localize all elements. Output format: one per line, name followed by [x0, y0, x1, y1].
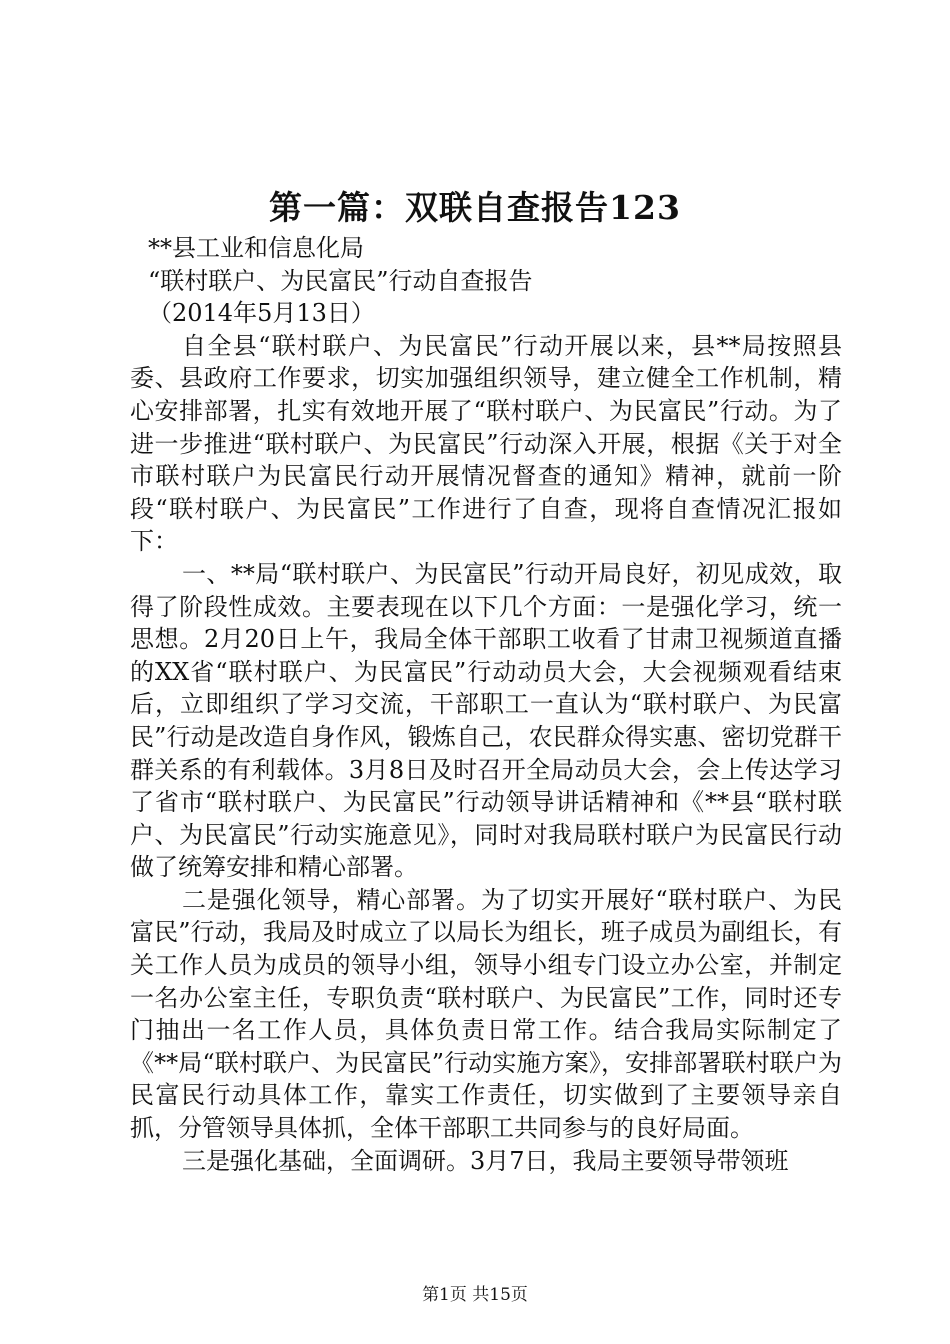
paragraph: 自全县“联村联户、为民富民”行动开展以来，县**局按照县委、县政府工作要求，切实加强组织领导，建立健全工作机制，精心安排部署，扎实有效地开展了“联村联户、为民富民”行动。为了进一步推进“联村联户、为民富民”行动深入开展，根据《关于对全市联村联户为民富民行动开展情况督查的通知》精神，就前一阶段“联村联户、为民富民”工作进行了自查，现将自查情况汇报如下：	[130, 331, 842, 556]
report-date: （2014年5月13日）	[148, 299, 375, 328]
paragraph: 三是强化基础，全面调研。3月7日，我局主要领导带领班	[182, 1146, 789, 1175]
document-title: 第一篇：双联自查报告123	[269, 188, 681, 227]
document-body	[130, 232, 842, 1177]
paragraph: 二是强化领导，精心部署。为了切实开展好“联村联户、为民富民”行动，我局及时成立了以局长为组长，班子成员为副组长，有关工作人员为成员的领导小组，领导小组专门设立办公室，并制定一名办公室主任，专职负责“联村联户、为民富民”工作，同时还专门抽出一名工作人员，具体负责日常工作。结合我局实际制定了《**局“联村联户、为民富民”行动实施方案》，安排部署联村联户为民富民行动具体工作，靠实工作责任，切实做到了主要领导亲自抓，分管领导具体抓，全体干部职工共同参与的良好局面。	[130, 885, 842, 1143]
paragraph: 一、**局“联村联户、为民富民”行动开局良好，初见成效，取得了阶段性成效。主要表现在以下几个方面：一是强化学习，统一思想。2月20日上午，我局全体干部职工收看了甘肃卫视频道直播的XX省“联村联户、为民富民”行动动员大会，大会视频观看结束后，立即组织了学习交流，干部职工一直认为“联村联户、为民富民”行动是改造自身作风，锻炼自己，农民群众得实惠、密切党群干群关系的有利载体。3月8日及时召开全局动员大会，会上传达学习了省市“联村联户、为民富民”行动领导讲话精神和《**县“联村联户、为民富民”行动实施意见》，同时对我局联村联户为民富民行动做了统筹安排和精心部署。	[130, 559, 842, 882]
page-number-footer: 第1页 共15页	[422, 1285, 528, 1305]
org-line: **县工业和信息化局	[148, 234, 364, 262]
report-subtitle: “联村联户、为民富民”行动自查报告	[148, 266, 533, 295]
